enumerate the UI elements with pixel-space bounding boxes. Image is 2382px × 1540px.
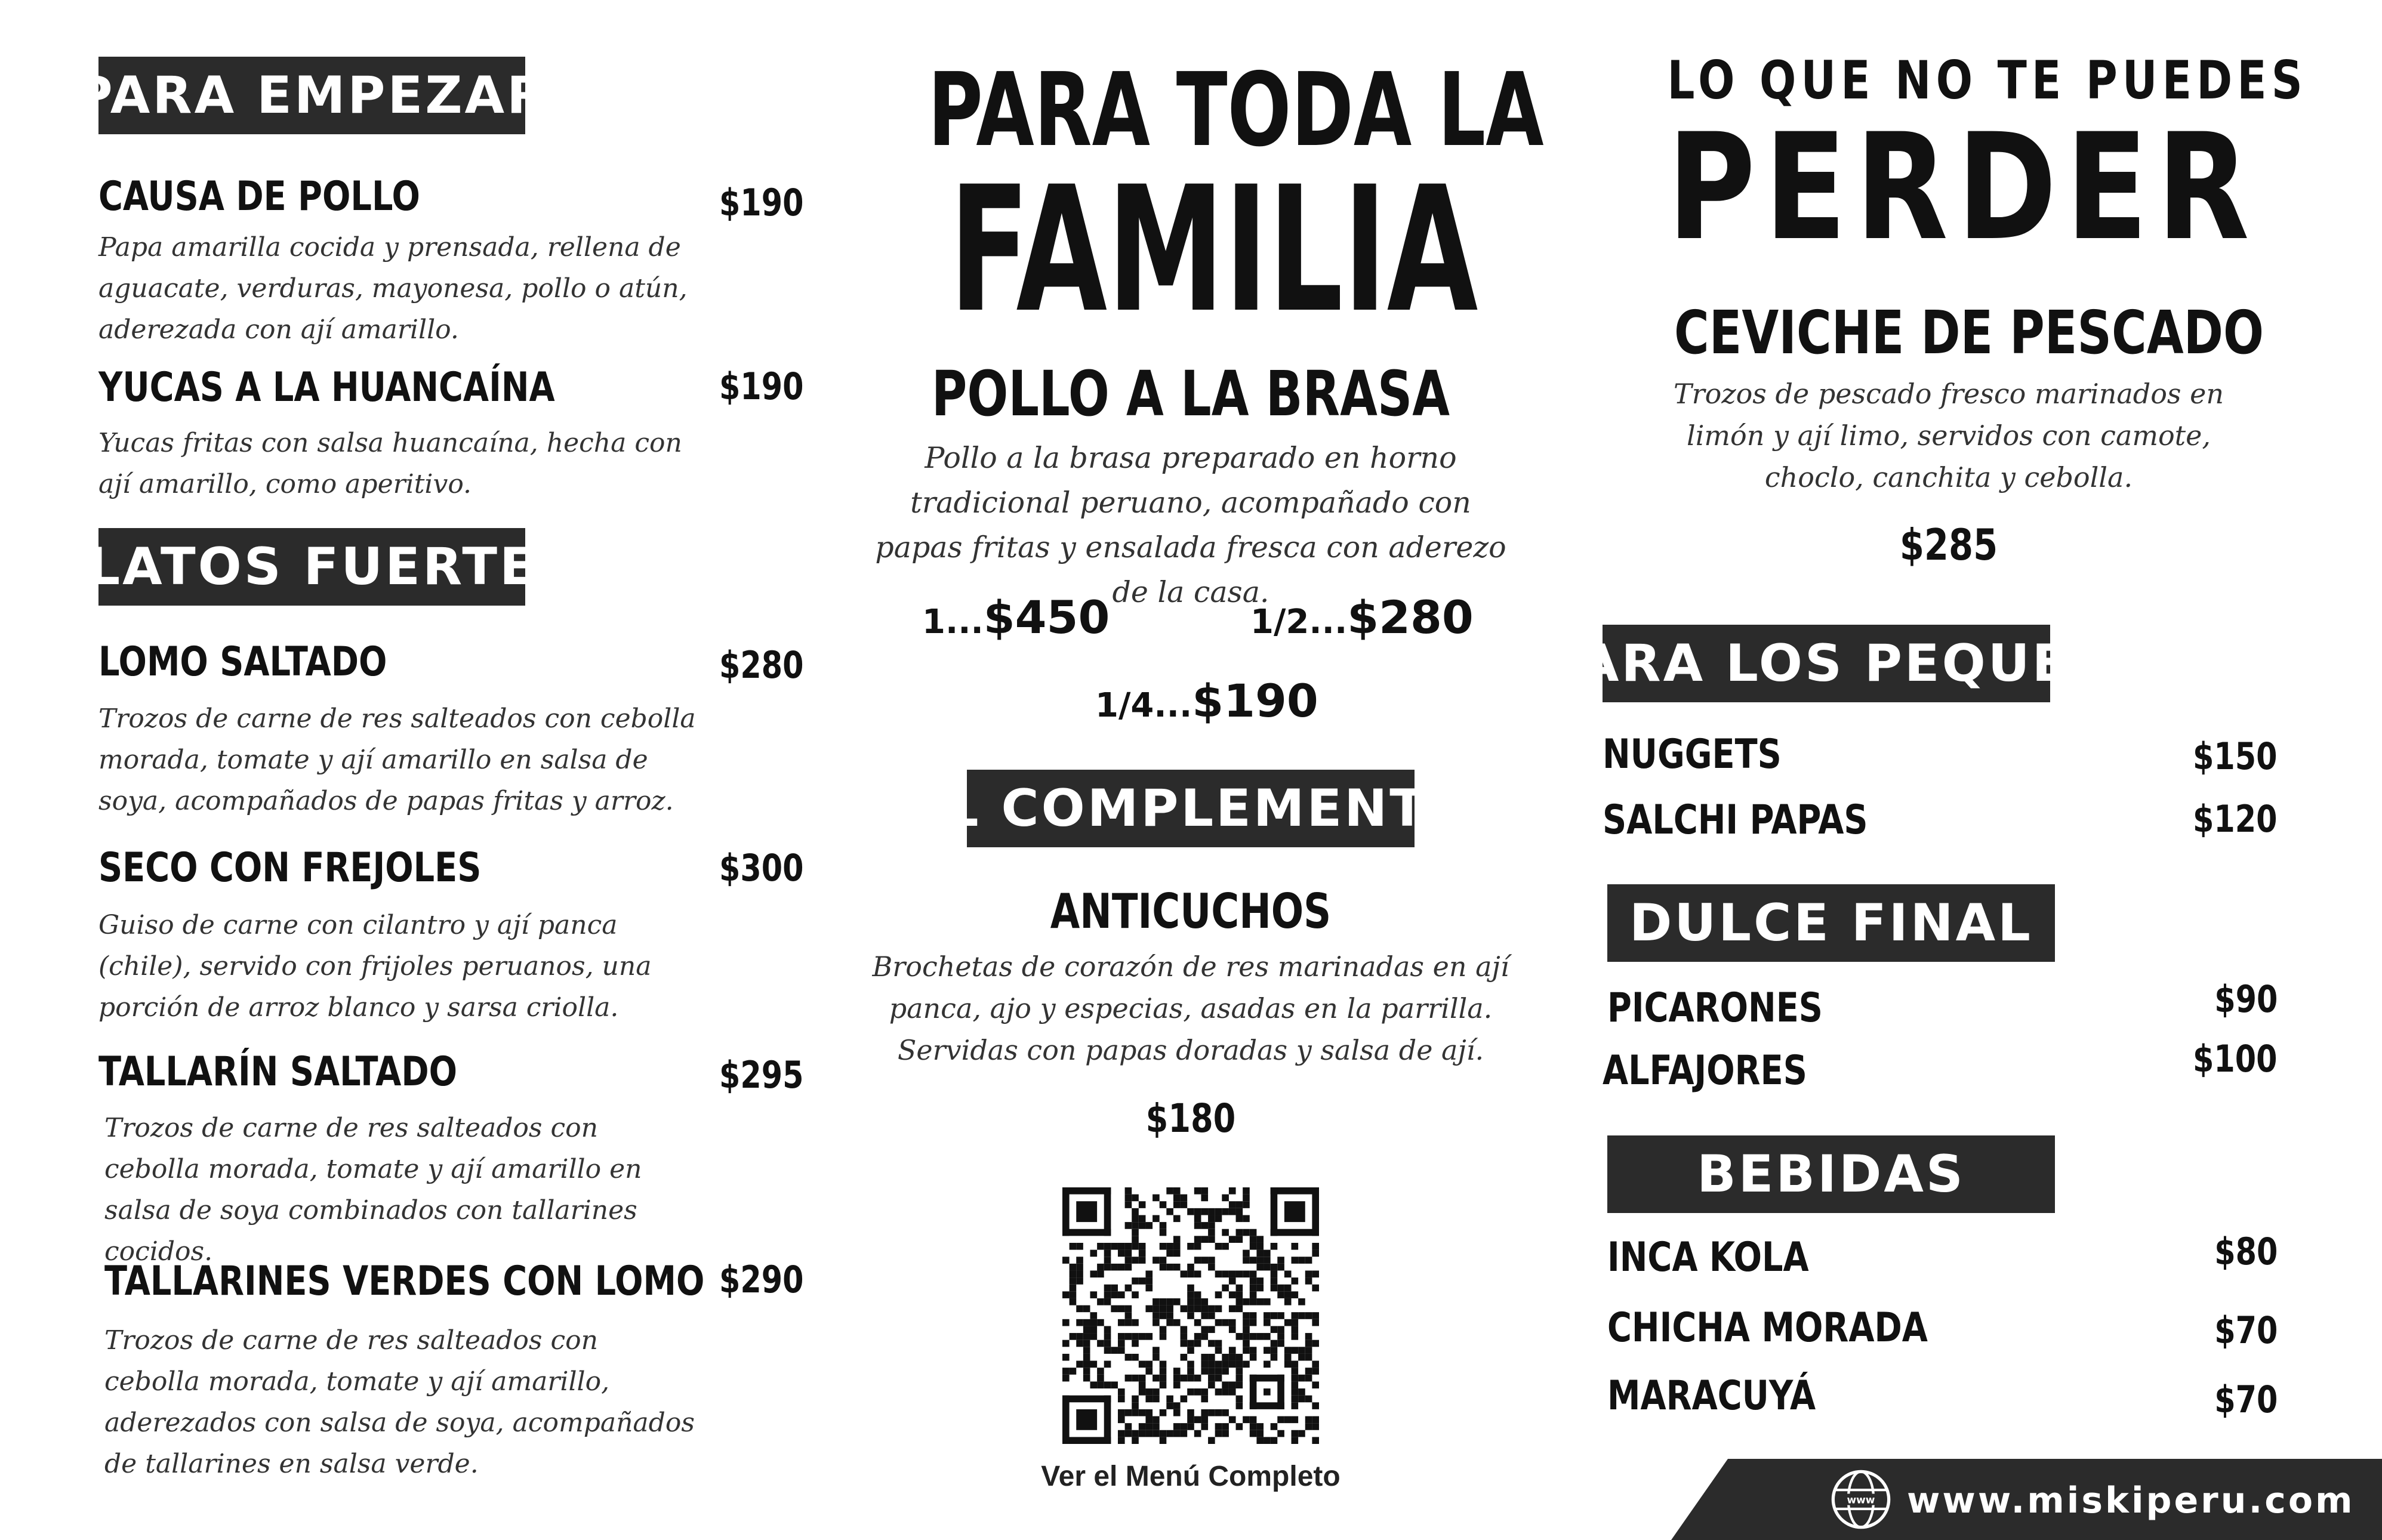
portion-size: 1	[922, 603, 945, 641]
menu-item-price: $150	[2193, 734, 2278, 778]
menu-item-name: CAUSA DE POLLO	[98, 173, 420, 220]
menu-item-name: ALFAJORES	[1603, 1047, 1807, 1094]
qr-code[interactable]	[1059, 1187, 1322, 1444]
menu-item-price: $280	[719, 643, 804, 687]
featured-dish-description: Pollo a la brasa preparado en horno tradicional peruano, acompañado con papas fritas y ensalada fresca con aderezo de la casa.	[875, 441, 1506, 609]
menu-item-name: SALCHI PAPAS	[1603, 797, 1868, 844]
menu-item-description: Guiso de carne con cilantro y ají panca (chile), servido con frijoles peruanos, una porción de arroz blanco y sarsa criolla.	[98, 910, 652, 1023]
menu-item-description: Trozos de carne de res salteados con cebolla morada, tomate y ají amarillo, aderezados con salsa de soya, acompañados de tallarines en salsa verde.	[104, 1325, 695, 1479]
menu-item-name: MARACUYÁ	[1607, 1372, 1816, 1419]
menu-item-name: INCA KOLA	[1607, 1234, 1809, 1281]
complement-price: $180	[1145, 1095, 1236, 1141]
portion-price: $190	[1192, 674, 1318, 727]
menu-item-description: Trozos de carne de res salteados con cebolla morada, tomate y ají amarillo en salsa de soya, acompañados de papas fritas y arroz.	[98, 703, 696, 816]
section-banner-mains: PLATOS FUERTES	[98, 528, 525, 606]
menu-item-price: $120	[2193, 797, 2278, 841]
headline-line2: FAMILIA	[949, 150, 1478, 351]
menu-item-name: TALLARINES VERDES CON LOMO	[104, 1258, 705, 1305]
portion-price-1: 1...$450	[922, 591, 1110, 644]
headline-small: LO QUE NO TE PUEDES	[1667, 50, 2307, 111]
portion-price: $280	[1347, 591, 1474, 644]
menu-item-description: Yucas fritas con salsa huancaína, hecha con ají amarillo, como aperitivo.	[98, 428, 682, 499]
menu-item-name: NUGGETS	[1603, 731, 1782, 778]
complement-name: ANTICUCHOS	[1050, 884, 1332, 939]
menu-item-description: Papa amarilla cocida y prensada, rellena de aguacate, verduras, mayonesa, pollo o atún, aderezada con ají amarillo.	[98, 232, 688, 345]
menu-item-price: $70	[2214, 1308, 2278, 1352]
menu-item-name: CHICHA MORADA	[1607, 1304, 1928, 1351]
section-banner-kids: PARA LOS PEQUES	[1603, 625, 2050, 702]
menu-item-name: LOMO SALTADO	[98, 638, 387, 686]
portion-price-quarter: 1/4...$190	[1095, 674, 1318, 727]
menu-item-name: TALLARÍN SALTADO	[98, 1048, 458, 1095]
section-banner-drinks: BEBIDAS	[1607, 1135, 2055, 1213]
section-banner-complement: EL COMPLEMENTO	[967, 770, 1415, 847]
menu-item-price: $295	[719, 1053, 804, 1097]
portion-price-half: 1/2...$280	[1250, 591, 1474, 644]
portion-price: $450	[983, 591, 1110, 644]
featured-dish-price: $285	[1899, 520, 1998, 570]
menu-item-price: $190	[719, 181, 804, 224]
headline-line1: PARA TODA LA	[927, 51, 1544, 169]
menu-item-price: $190	[719, 365, 804, 408]
menu-item-name: YUCAS A LA HUANCAÍNA	[98, 364, 555, 411]
svg-text:www: www	[1847, 1493, 1875, 1506]
featured-dish-description: Trozos de pescado fresco marinados en limón y ají limo, servidos con camote, choclo, canchita y cebolla.	[1674, 378, 2224, 493]
complement-description: Brochetas de corazón de res marinadas en ají panca, ajo y especias, asadas en la parrilla. Servidas con papas doradas y salsa de ají.	[872, 950, 1509, 1066]
menu-item-price: $100	[2193, 1037, 2278, 1081]
menu-item-description: Trozos de carne de res salteados con cebolla morada, tomate y ají amarillo en salsa de soya combinados con tallarines cocidos.	[104, 1113, 642, 1267]
menu-item-price: $80	[2214, 1230, 2278, 1273]
featured-dish-name: CEVICHE DE PESCADO	[1674, 298, 2264, 368]
menu-item-price: $90	[2214, 977, 2278, 1021]
menu-item-name: SECO CON FREJOLES	[98, 844, 482, 891]
website-link[interactable]: www.miskiperu.com	[1907, 1480, 2355, 1522]
section-banner-starters: PARA EMPEZAR	[98, 57, 525, 134]
portion-size: 1/2	[1250, 603, 1309, 641]
section-banner-dessert: DULCE FINAL	[1607, 884, 2055, 962]
menu-item-name: PICARONES	[1607, 985, 1823, 1032]
menu-item-price: $300	[719, 846, 804, 890]
menu-item-price: $70	[2214, 1378, 2278, 1421]
portion-size: 1/4	[1095, 686, 1154, 725]
featured-dish-name: POLLO A LA BRASA	[931, 357, 1450, 430]
headline-large: PERDER	[1667, 103, 2258, 273]
globe-icon	[1829, 1468, 1893, 1531]
menu-item-price: $290	[719, 1258, 804, 1301]
qr-caption: Ver el Menú Completo	[1041, 1461, 1341, 1492]
